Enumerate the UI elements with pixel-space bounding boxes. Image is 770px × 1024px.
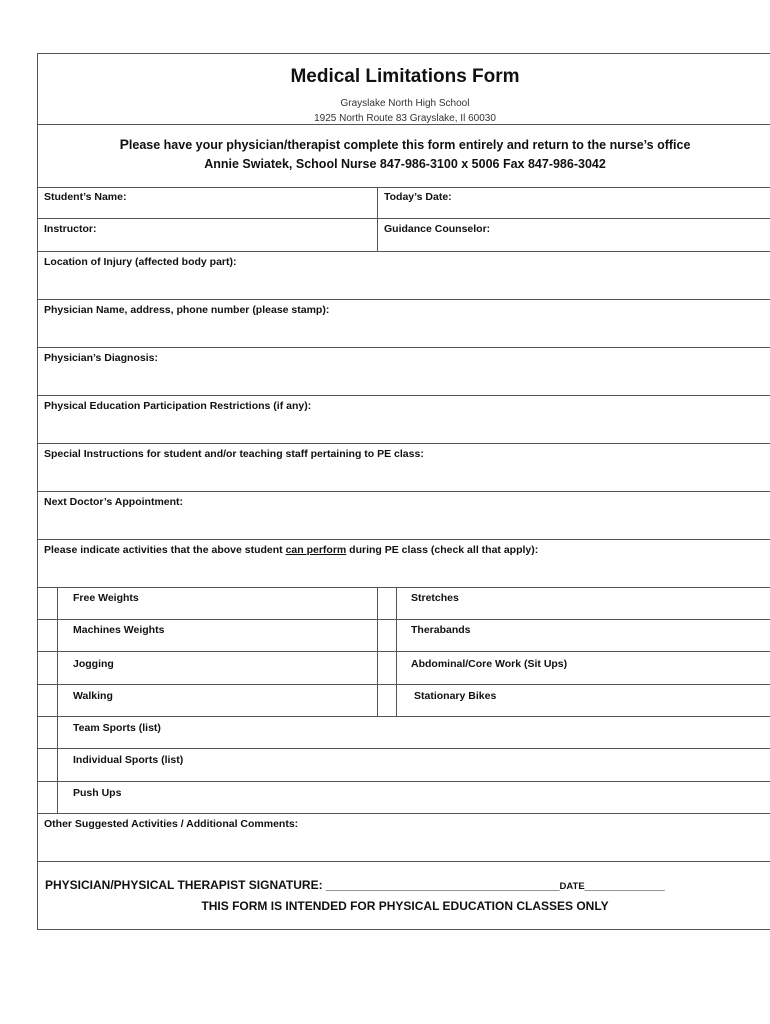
activity-label: Stretches: [411, 592, 459, 604]
activities-prompt-emphasis: can perform: [285, 544, 347, 556]
activity-row: [38, 652, 770, 685]
location-of-injury-label: Location of Injury (affected body part):: [44, 256, 237, 268]
date-label: DATE: [559, 881, 585, 892]
todays-date-label: Today’s Date:: [384, 191, 452, 203]
activity-row: [38, 782, 770, 814]
physician-info-field[interactable]: [38, 300, 770, 348]
guidance-counselor-label: Guidance Counselor:: [384, 223, 491, 235]
diagnosis-label: Physician’s Diagnosis:: [44, 352, 158, 364]
instructions-initial: P: [119, 136, 129, 152]
activity-label: Free Weights: [73, 592, 139, 604]
medical-limitations-form: [37, 53, 770, 930]
activity-row: [38, 717, 770, 749]
diagnosis-field[interactable]: [38, 348, 770, 396]
pe-restrictions-label: Physical Education Participation Restrictions (if any):: [44, 400, 312, 412]
next-appointment-field[interactable]: [38, 492, 770, 540]
activity-label: Abdominal/Core Work (Sit Ups): [411, 658, 568, 670]
activity-label: Individual Sports (list): [73, 754, 184, 766]
location-of-injury-field[interactable]: [38, 252, 770, 300]
next-appointment-label: Next Doctor’s Appointment:: [44, 496, 184, 508]
activity-row: [38, 588, 770, 620]
pe-restrictions-field[interactable]: [38, 396, 770, 444]
activity-label: Machines Weights: [73, 624, 165, 636]
checkbox-column-divider: [396, 588, 397, 717]
special-instructions-field[interactable]: [38, 444, 770, 492]
therabands-checkbox[interactable]: [377, 620, 396, 651]
free-weights-checkbox[interactable]: [38, 588, 57, 619]
student-name-label: Student’s Name:: [44, 191, 127, 203]
checkbox-column-divider: [377, 588, 378, 717]
signature-label: PHYSICIAN/PHYSICAL THERAPIST SIGNATURE: ___________________________________: [45, 878, 560, 892]
activity-row: [38, 620, 770, 652]
stretches-checkbox[interactable]: [377, 588, 396, 619]
student-name-row[interactable]: [38, 187, 770, 219]
signature-line[interactable]: [45, 878, 665, 892]
nurse-contact: Annie Swiatek, School Nurse 847-986-3100 x 5006 Fax 847-986-3042: [204, 157, 606, 171]
activities-prompt-suffix: during PE class (check all that apply):: [346, 544, 539, 556]
activity-label: Stationary Bikes: [414, 690, 497, 702]
activities-prompt-row: [38, 540, 770, 588]
activity-label: Jogging: [73, 658, 114, 670]
date-line: ____________: [584, 878, 665, 892]
school-name: Grayslake North High School: [340, 98, 470, 109]
form-notice: THIS FORM IS INTENDED FOR PHYSICAL EDUCATION CLASSES ONLY: [201, 899, 609, 913]
other-comments-label: Other Suggested Activities / Additional Comments:: [44, 818, 299, 830]
instructions-line-1: [38, 136, 770, 152]
activity-row: [38, 685, 770, 717]
team-sports-checkbox[interactable]: [38, 717, 57, 748]
instructor-label: Instructor:: [44, 223, 97, 235]
walking-checkbox[interactable]: [38, 685, 57, 716]
instructor-row[interactable]: [38, 219, 770, 252]
machine-weights-checkbox[interactable]: [38, 620, 57, 651]
school-address: 1925 North Route 83 Grayslake, Il 60030: [314, 113, 496, 124]
form-header: [38, 54, 770, 125]
activity-label: Push Ups: [73, 787, 122, 799]
form-title: Medical Limitations Form: [290, 66, 520, 87]
checkbox-column-divider: [57, 588, 58, 814]
abdominal-core-checkbox[interactable]: [377, 652, 396, 683]
instructions-text: lease have your physician/therapist complete this form entirely and return to the nurse’s office: [128, 138, 691, 152]
push-ups-checkbox[interactable]: [38, 782, 57, 813]
jogging-checkbox[interactable]: [38, 652, 57, 683]
activities-prompt-prefix: Please indicate activities that the above student: [44, 544, 286, 556]
special-instructions-label: Special Instructions for student and/or teaching staff pertaining to PE class:: [44, 448, 424, 460]
individual-sports-checkbox[interactable]: [38, 749, 57, 780]
activities-prompt: [44, 544, 538, 556]
stationary-bikes-checkbox[interactable]: [377, 685, 396, 716]
activity-row: [38, 749, 770, 782]
physician-info-label: Physician Name, address, phone number (please stamp):: [44, 304, 330, 316]
activity-label: Walking: [73, 690, 113, 702]
other-comments-field[interactable]: [38, 814, 770, 862]
activity-label: Team Sports (list): [73, 722, 161, 734]
activity-label: Therabands: [411, 624, 471, 636]
instructions-block: [38, 124, 770, 188]
